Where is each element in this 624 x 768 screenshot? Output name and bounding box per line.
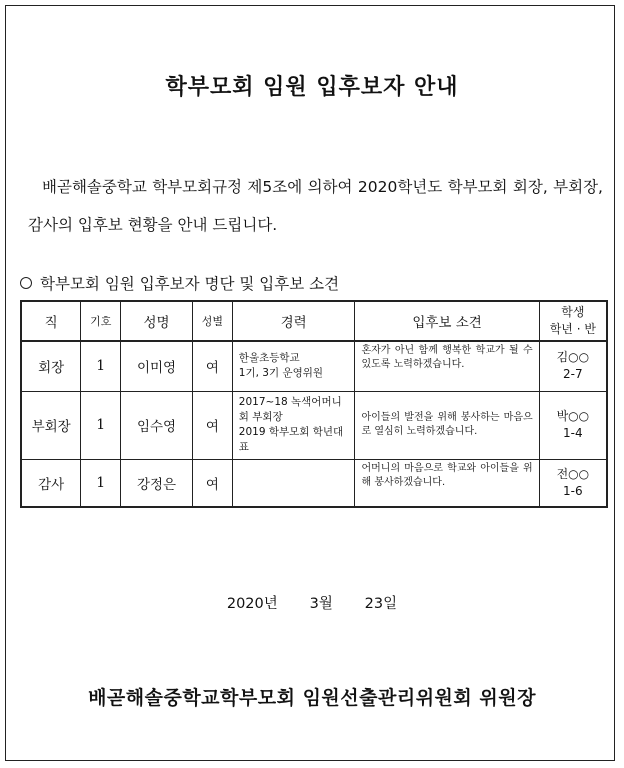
header-name: 성명 [121, 301, 193, 341]
cell-gender: 여 [192, 341, 232, 391]
signature-line: 배곧해솔중학교학부모회 임원선출관리위원회 위원장 [88, 687, 536, 709]
cell-name: 강정은 [121, 459, 193, 507]
document-date: 2020년 3월 23일 [226, 596, 398, 612]
cell-gender: 여 [192, 459, 232, 507]
intro-paragraph [28, 168, 603, 244]
header-position: 직 [21, 301, 81, 341]
cell-view: 아이들의 발전을 위해 봉사하는 마음으로 열심히 노력하겠습니다. [355, 391, 539, 459]
cell-name: 임수영 [121, 391, 193, 459]
circle-bullet-icon [20, 277, 32, 289]
header-gender: 성별 [192, 301, 232, 341]
table-header-row [21, 301, 607, 341]
section-heading [20, 272, 339, 294]
cell-number: 1 [81, 391, 121, 459]
table-row [21, 391, 607, 459]
cell-position: 부회장 [21, 391, 81, 459]
header-grade-line1: 학생 [561, 305, 585, 319]
table-row [21, 341, 607, 391]
table-row [21, 459, 607, 507]
cell-number: 1 [81, 341, 121, 391]
student-name: 김○○ [556, 350, 590, 365]
header-grade [539, 301, 607, 341]
cell-career [232, 341, 355, 391]
career-text: 한울초등학교 1기, 3기 운영위원 [238, 352, 324, 380]
candidate-table [20, 300, 608, 508]
cell-number: 1 [81, 459, 121, 507]
cell-position: 회장 [21, 341, 81, 391]
student-name: 전○○ [556, 466, 590, 481]
student-class: 1-4 [563, 426, 583, 440]
student-class: 2-7 [563, 367, 583, 382]
cell-view: 혼자가 아닌 함께 행복한 학교가 될 수 있도록 노력하겠습니다. [355, 341, 539, 391]
intro-text: 배곧해솔중학교 학부모회규정 제5조에 의하여 2020학년도 학부모회 회장, 부회장, 감사의 입후보 현황을 안내 드립니다. [28, 178, 603, 234]
cell-grade [539, 459, 607, 507]
section-heading-text: 학부모회 임원 입후보자 명단 및 입후보 소견 [40, 275, 340, 293]
header-career: 경력 [232, 301, 355, 341]
cell-name: 이미영 [121, 341, 193, 391]
cell-grade [539, 341, 607, 391]
cell-career [232, 459, 355, 507]
document-title: 학부모회 임원 입후보자 안내 [165, 75, 459, 100]
cell-grade [539, 391, 607, 459]
cell-position: 감사 [21, 459, 81, 507]
header-number: 기호 [81, 301, 121, 341]
student-name: 박○○ [556, 409, 590, 423]
student-class: 1-6 [563, 483, 583, 498]
career-text: 2017~18 녹색어머니회 부회장 2019 학부모회 학년대표 [238, 396, 344, 453]
header-view: 입후보 소견 [355, 301, 539, 341]
cell-career [232, 391, 355, 459]
cell-view: 어머니의 마음으로 학교와 아이들을 위해 봉사하겠습니다. [355, 459, 539, 507]
cell-gender: 여 [192, 391, 232, 459]
header-grade-line2: 학년 · 반 [549, 322, 596, 336]
